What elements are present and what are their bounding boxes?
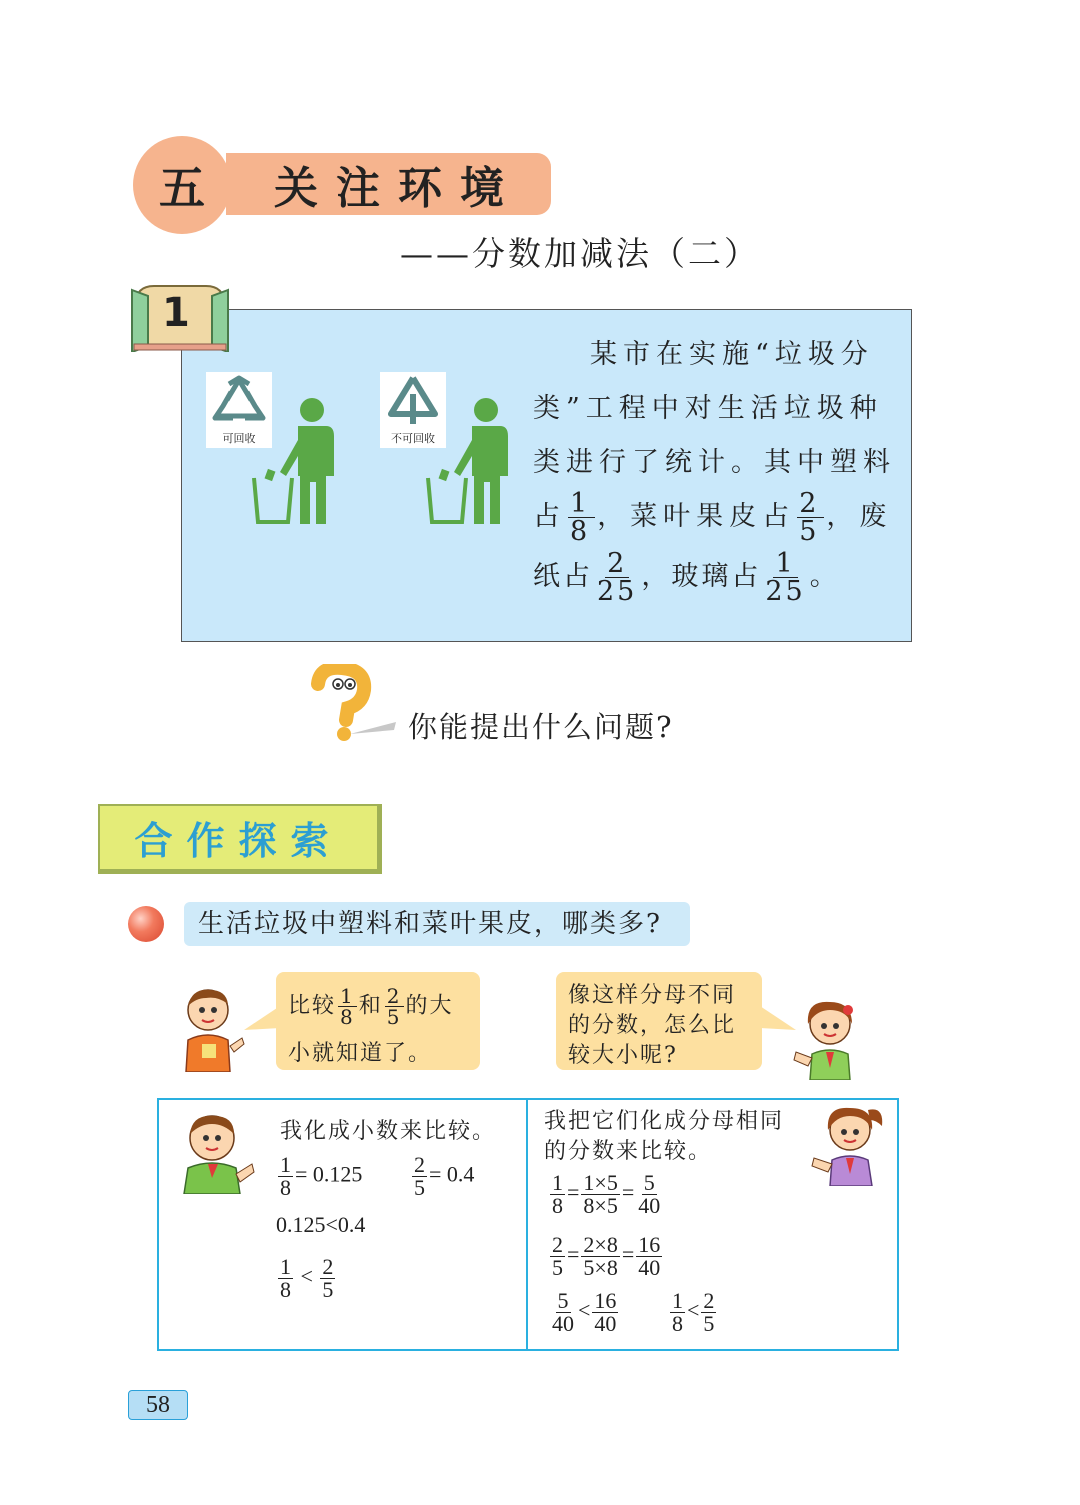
problem-line-4 xyxy=(533,490,892,545)
fraction xyxy=(592,1290,618,1335)
page-number: 58 xyxy=(128,1390,188,1420)
final-compare xyxy=(668,1290,718,1335)
bubble-right-line-1: 像这样分母不同 xyxy=(568,983,737,1008)
numerator: 2 xyxy=(703,1288,715,1313)
problem-line-1: 某市在实施“垃圾分 xyxy=(590,339,874,370)
numerator: 1 xyxy=(775,548,796,579)
fraction xyxy=(670,1290,685,1335)
bubble-right-line-3: 较大小呢? xyxy=(568,1043,678,1068)
denominator: 8 xyxy=(552,1193,563,1218)
solution-box xyxy=(157,1098,899,1351)
text-segment: ，废 xyxy=(826,501,893,532)
solution-divider xyxy=(526,1098,528,1351)
common-denominator-row-2 xyxy=(548,1234,664,1279)
solution-right-intro-2: 的分数来比较。 xyxy=(544,1139,713,1164)
denominator: 25 xyxy=(597,576,638,607)
less-than: < xyxy=(300,1263,313,1289)
denominator: 8×5 xyxy=(583,1193,618,1218)
text-segment: 比较 xyxy=(288,993,337,1019)
denominator: 5 xyxy=(414,1175,425,1200)
less-than: < xyxy=(578,1297,591,1323)
numerator: 16 xyxy=(594,1288,617,1313)
fraction-paper xyxy=(595,550,639,605)
numerator: 2 xyxy=(552,1232,563,1257)
denominator: 8 xyxy=(570,516,594,547)
chapter-number: 五 xyxy=(133,136,231,234)
denominator: 40 xyxy=(638,1255,661,1280)
bubble-tail xyxy=(244,1006,280,1036)
fraction xyxy=(550,1234,565,1279)
common-denominator-row-1 xyxy=(548,1172,664,1217)
person-throwing-trash-icon xyxy=(420,396,520,526)
fraction xyxy=(550,1290,576,1335)
decimal-conversion-2 xyxy=(410,1154,474,1199)
numerator: 1 xyxy=(340,984,355,1008)
text-segment: 和 xyxy=(358,993,383,1019)
denominator: 5 xyxy=(703,1311,715,1336)
sub-question: 生活垃圾中塑料和菜叶果皮，哪类多? xyxy=(184,902,690,946)
fraction-plastic xyxy=(568,490,595,545)
girl-character-icon xyxy=(804,1102,888,1186)
bubble-left-line-2: 小就知道了。 xyxy=(288,1041,433,1066)
boy-character-icon xyxy=(176,986,248,1072)
denominator: 40 xyxy=(638,1193,661,1218)
problem-line-3: 类进行了统计。其中塑料 xyxy=(533,447,896,478)
fraction xyxy=(636,1172,662,1217)
text-segment: 的大 xyxy=(405,993,454,1019)
recyclable-label: 可回收 xyxy=(222,432,256,445)
question-text: 你能提出什么问题? xyxy=(408,710,674,744)
numerator: 2×8 xyxy=(583,1232,618,1257)
bubble-right-line-2: 的分数，怎么比 xyxy=(568,1013,737,1038)
fraction xyxy=(581,1172,619,1217)
fraction xyxy=(278,1154,293,1199)
denominator: 5 xyxy=(322,1277,334,1302)
decimal-conversion-1 xyxy=(276,1154,362,1199)
fraction xyxy=(636,1234,662,1279)
numerator: 1×5 xyxy=(583,1170,618,1195)
problem-line-5 xyxy=(533,550,840,605)
denominator: 5×8 xyxy=(583,1255,618,1280)
fraction xyxy=(701,1290,716,1335)
chapter-subtitle: ——分数加减法（二） xyxy=(400,234,760,273)
text-segment: ，菜叶果皮占 xyxy=(597,501,796,532)
common-denominator-compare xyxy=(548,1290,620,1335)
denominator: 5 xyxy=(386,1005,402,1029)
chapter-title: 关注环境 xyxy=(226,153,551,215)
fraction xyxy=(581,1234,619,1279)
text-segment: ，玻璃占 xyxy=(641,561,762,592)
fraction xyxy=(320,1256,335,1301)
denominator: 8 xyxy=(340,1005,355,1029)
non-recyclable-label: 不可回收 xyxy=(391,432,435,445)
girl-character-icon xyxy=(790,998,866,1080)
person-throwing-trash-icon xyxy=(246,396,346,526)
numerator: 2 xyxy=(799,488,823,519)
numerator: 5 xyxy=(643,1170,655,1195)
numerator: 2 xyxy=(386,984,402,1008)
denominator: 40 xyxy=(594,1311,617,1336)
problem-line-2: 类”工程中对生活垃圾种 xyxy=(533,393,883,424)
fraction-vegetable xyxy=(797,490,824,545)
boy-character-icon xyxy=(178,1112,258,1194)
equals: = xyxy=(621,1179,635,1205)
equals: = xyxy=(567,1179,580,1205)
numerator: 2 xyxy=(414,1152,425,1177)
bullet-ball-icon xyxy=(128,906,164,942)
fraction xyxy=(278,1256,293,1301)
bubble-left-line-1 xyxy=(288,986,454,1027)
equals: = xyxy=(567,1241,580,1267)
denominator: 40 xyxy=(552,1311,574,1336)
decimal-compare: 0.125<0.4 xyxy=(276,1212,366,1237)
numerator: 1 xyxy=(570,488,594,519)
fraction xyxy=(385,986,404,1027)
numerator: 1 xyxy=(280,1254,291,1279)
denominator: 5 xyxy=(552,1255,563,1280)
fraction xyxy=(412,1154,427,1199)
problem-number: 1 xyxy=(162,290,190,336)
solution-right-intro-1: 我把它们化成分母相同 xyxy=(544,1109,785,1134)
denominator: 8 xyxy=(672,1311,683,1336)
numerator: 1 xyxy=(552,1170,563,1195)
numerator: 1 xyxy=(672,1288,683,1313)
denominator: 25 xyxy=(765,576,806,607)
denominator: 5 xyxy=(799,516,823,547)
denominator: 8 xyxy=(280,1277,291,1302)
equation-text: = 0.4 xyxy=(429,1161,475,1187)
fraction-compare xyxy=(276,1256,337,1301)
equation-text: = 0.125 xyxy=(295,1161,363,1187)
numerator: 5 xyxy=(557,1288,569,1313)
numerator: 1 xyxy=(280,1152,291,1177)
numerator: 2 xyxy=(607,548,628,579)
text-segment: 。 xyxy=(809,561,840,592)
section-banner: 合作探索 xyxy=(98,804,382,874)
numerator: 16 xyxy=(638,1232,661,1257)
fraction xyxy=(550,1172,565,1217)
question-mascot-icon xyxy=(310,664,402,744)
fraction-glass xyxy=(763,550,807,605)
fraction xyxy=(338,986,357,1027)
text-segment: 占 xyxy=(533,501,566,532)
denominator: 8 xyxy=(280,1175,291,1200)
text-segment: 纸占 xyxy=(533,561,593,592)
solution-left-intro: 我化成小数来比较。 xyxy=(280,1119,497,1144)
equals: = xyxy=(621,1241,635,1267)
numerator: 2 xyxy=(322,1254,334,1279)
less-than: < xyxy=(687,1297,700,1323)
